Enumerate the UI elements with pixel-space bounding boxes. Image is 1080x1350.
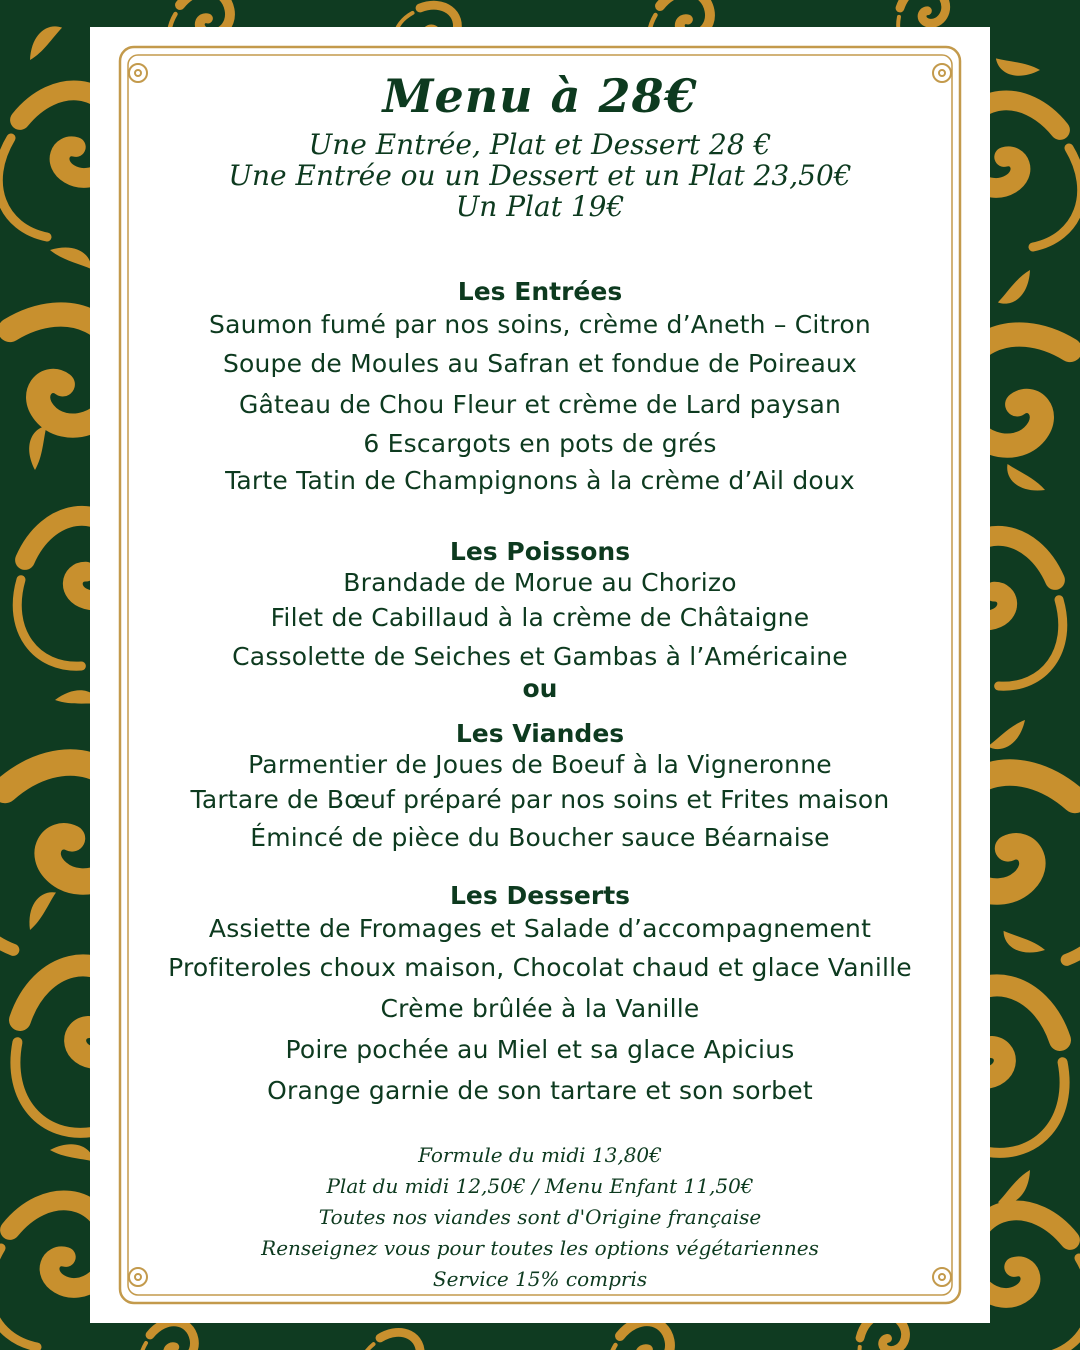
section-viandes	[90, 719, 990, 857]
footer-line: Formule du midi 13,80€	[418, 1143, 662, 1167]
footer-line: Plat du midi 12,50€ / Menu Enfant 11,50€	[326, 1174, 754, 1198]
menu-item: Soupe de Moules au Safran et fondue de Poireaux	[222, 349, 858, 378]
footer-line: Renseignez vous pour toutes les options végétariennes	[261, 1236, 819, 1260]
menu-item: 6 Escargots en pots de grés	[363, 429, 717, 458]
pricing-options	[90, 129, 990, 222]
menu-item: Brandade de Morue au Chorizo	[343, 568, 737, 597]
menu-item: Gâteau de Chou Fleur et crème de Lard paysan	[238, 390, 842, 419]
menu-card	[90, 27, 990, 1323]
footer-line: Toutes nos viandes sont d'Origine française	[318, 1205, 762, 1229]
menu-item: Assiette de Fromages et Salade d’accompagnement	[208, 914, 872, 943]
menu-item: Tartare de Bœuf préparé par nos soins et Frites maison	[190, 785, 890, 814]
pricing-line: Une Entrée, Plat et Dessert 28 €	[308, 128, 772, 161]
menu-item: Parmentier de Joues de Boeuf à la Vigneronne	[248, 750, 832, 779]
menu-title: Menu à 28€	[382, 69, 698, 123]
menu-item: Orange garnie de son tartare et son sorbet	[267, 1076, 813, 1105]
section-poissons	[90, 537, 990, 677]
menu-item: Poire pochée au Miel et sa glace Apicius	[285, 1035, 795, 1064]
pricing-line: Une Entrée ou un Dessert et un Plat 23,50€	[228, 159, 852, 192]
menu-item: Filet de Cabillaud à la crème de Châtaigne	[270, 603, 810, 632]
section-entrees	[90, 277, 990, 500]
pricing-line: Un Plat 19€	[455, 190, 625, 223]
menu-item: Crème brûlée à la Vanille	[380, 994, 700, 1023]
menu-item: Profiteroles choux maison, Chocolat chaud et glace Vanille	[168, 953, 912, 982]
footer-line: Service 15% compris	[432, 1267, 648, 1291]
section-desserts	[90, 881, 990, 1111]
menu-item: Cassolette de Seiches et Gambas à l’Américaine	[232, 642, 848, 671]
section-heading: Les Desserts	[449, 881, 631, 910]
menu-item: Tarte Tatin de Champignons à la crème d’Ail doux	[225, 466, 855, 495]
section-heading: Les Entrées	[457, 277, 623, 306]
section-heading: Les Poissons	[449, 537, 631, 566]
menu-item: Saumon fumé par nos soins, crème d’Aneth – Citron	[209, 310, 871, 339]
section-heading: Les Viandes	[455, 719, 625, 748]
footer-notes	[90, 1140, 990, 1295]
menu-item: Émincé de pièce du Boucher sauce Béarnaise	[250, 823, 830, 852]
or-separator: ou	[522, 674, 558, 703]
